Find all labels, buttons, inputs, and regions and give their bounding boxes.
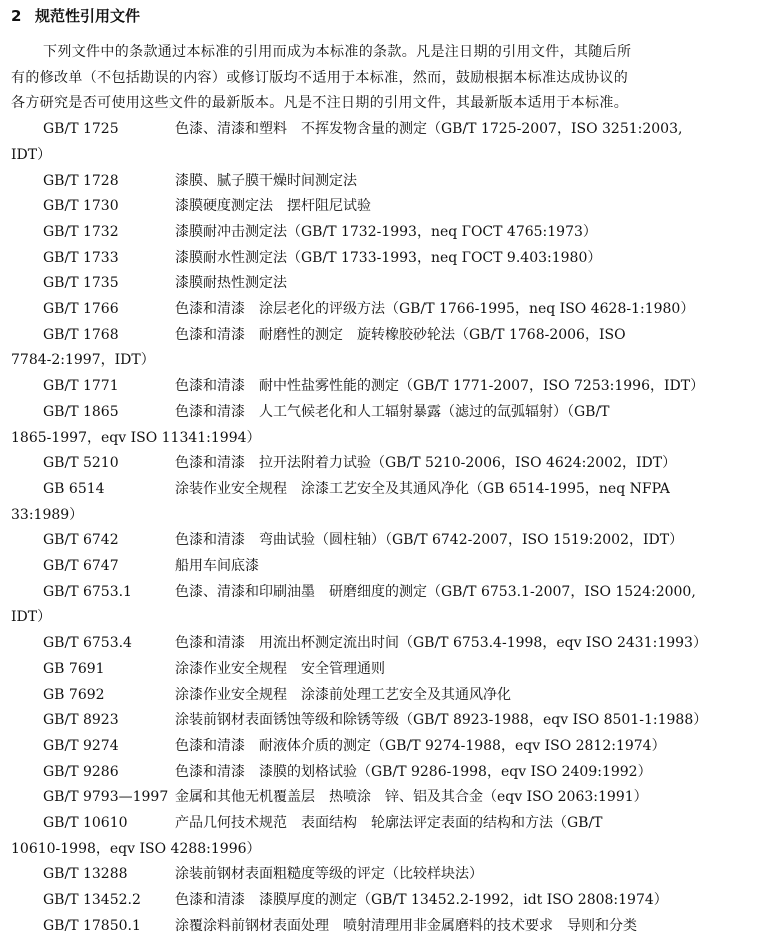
- reference-code: GB/T 6753.4: [43, 635, 132, 652]
- reference-title: 涂覆涂料前钢材表面处理 喷射清理用非金属磨料的技术要求 导则和分类: [175, 917, 637, 934]
- reference-item: [43, 633, 707, 653]
- intro-line: 下列文件中的条款通过本标准的引用而成为本标准的条款。凡是注日期的引用文件，其随后所: [43, 44, 632, 60]
- reference-title: 色漆和清漆 漆膜厚度的测定（GB/T 13452.2-1992，idt ISO 2808:1974）: [175, 892, 668, 909]
- reference-title: 色漆和清漆 耐磨性的测定 旋转橡胶砂轮法（GB/T 1768-2006，ISO: [175, 326, 626, 343]
- section-title: 规范性引用文件: [35, 7, 141, 25]
- reference-item: [43, 864, 483, 884]
- reference-item: [43, 787, 648, 807]
- reference-code: GB/T 1865: [43, 403, 119, 420]
- reference-item: [43, 582, 696, 602]
- reference-title: 色漆、清漆和塑料 不挥发物含量的测定（GB/T 1725-2007，ISO 3251:2003,: [175, 121, 683, 138]
- reference-code: GB/T 1766: [43, 301, 119, 317]
- reference-code: GB 7692: [43, 686, 105, 703]
- reference-code: GB/T 6753.1: [43, 583, 132, 600]
- reference-item: [43, 453, 676, 473]
- reference-item: [43, 248, 601, 268]
- reference-code: GB 6514: [43, 480, 105, 497]
- reference-code: GB/T 5210: [43, 455, 119, 472]
- reference-code: GB/T 1771: [43, 378, 119, 395]
- reference-continuation: 7784-2:1997，IDT）: [11, 352, 155, 369]
- reference-item: [43, 685, 511, 705]
- reference-title: 涂漆作业安全规程 涂漆前处理工艺安全及其通风净化: [175, 686, 511, 703]
- reference-continuation: IDT）: [11, 146, 52, 163]
- reference-title: 色漆和清漆 耐中性盐雾性能的测定（GB/T 1771-2007，ISO 7253:1996，IDT）: [175, 378, 705, 395]
- reference-item: [43, 710, 707, 730]
- reference-item: [43, 659, 385, 679]
- reference-continuation: IDT）: [11, 609, 52, 626]
- reference-title: 漆膜硬度测定法 摆杆阻尼试验: [175, 198, 371, 215]
- reference-item: [43, 813, 603, 833]
- reference-title: 色漆和清漆 用流出杯测定流出时间（GB/T 6753.4-1998，eqv ISO 2431:1993）: [175, 635, 707, 652]
- reference-code: GB/T 8923: [43, 712, 119, 729]
- reference-item: [43, 530, 683, 550]
- reference-item: [43, 479, 670, 499]
- reference-code: GB/T 10610: [43, 815, 128, 831]
- reference-item: [43, 736, 666, 756]
- reference-title: 产品几何技术规范 表面结构 轮廓法评定表面的结构和方法（GB/T: [175, 815, 603, 831]
- reference-title: 漆膜耐冲击测定法（GB/T 1732-1993，neq ГОСТ 4765:1973）: [175, 223, 597, 240]
- reference-title: 涂装前钢材表面锈蚀等级和除锈等级（GB/T 8923-1988，eqv ISO 8501-1:1988）: [175, 712, 708, 729]
- section-heading: [11, 6, 140, 26]
- reference-title: 色漆和清漆 弯曲试验（圆柱轴）（GB/T 6742-2007，ISO 1519:2002，IDT）: [175, 532, 684, 549]
- reference-code: GB 7691: [43, 660, 105, 677]
- reference-code: GB/T 1730: [43, 198, 119, 215]
- reference-code: GB/T 1733: [43, 249, 119, 266]
- reference-code: GB/T 9793—1997: [43, 789, 169, 806]
- reference-title: 漆膜耐水性测定法（GB/T 1733-1993，neq ГОСТ 9.403:1980）: [175, 249, 602, 266]
- reference-item: [43, 171, 357, 191]
- reference-code: GB/T 13288: [43, 866, 128, 883]
- reference-item: [43, 196, 371, 216]
- reference-item: [43, 119, 682, 139]
- reference-code: GB/T 1732: [43, 223, 119, 240]
- reference-item: [43, 325, 626, 345]
- reference-title: 色漆和清漆 漆膜的划格试验（GB/T 9286-1998，eqv ISO 2409:1992）: [175, 763, 652, 780]
- reference-title: 船用车间底漆: [175, 558, 259, 574]
- reference-code: GB/T 1725: [43, 121, 119, 138]
- reference-item: [43, 299, 694, 319]
- reference-title: 涂漆作业安全规程 安全管理通则: [175, 660, 385, 677]
- reference-item: [43, 890, 668, 910]
- reference-title: 漆膜、腻子膜干燥时间测定法: [175, 172, 357, 189]
- reference-item: [43, 376, 704, 396]
- reference-continuation: 1865-1997，eqv ISO 11341:1994）: [11, 429, 261, 446]
- reference-title: 色漆和清漆 耐液体介质的测定（GB/T 9274-1988，eqv ISO 2812:1974）: [175, 737, 666, 754]
- reference-title: 漆膜耐热性测定法: [175, 275, 287, 292]
- reference-item: [43, 402, 610, 422]
- reference-code: GB/T 1728: [43, 172, 119, 189]
- reference-item: [43, 222, 597, 242]
- reference-item: [43, 916, 637, 936]
- reference-code: GB/T 1768: [43, 326, 119, 343]
- reference-title: 色漆和清漆 拉开法附着力试验（GB/T 5210-2006，ISO 4624:2002，IDT）: [175, 455, 677, 472]
- reference-title: 涂装作业安全规程 涂漆工艺安全及其通风净化（GB 6514-1995，neq NFPA: [175, 480, 670, 497]
- reference-title: 色漆和清漆 涂层老化的评级方法（GB/T 1766-1995，neq ISO 4628-1:1980）: [175, 301, 695, 317]
- reference-code: GB/T 6747: [43, 558, 119, 574]
- reference-item: [43, 273, 287, 293]
- intro-line: 有的修改单（不包括勘误的内容）或修订版均不适用于本标准，然而，鼓励根据本标准达成协议的: [11, 69, 629, 86]
- reference-item: [43, 556, 259, 576]
- reference-code: GB/T 17850.1: [43, 917, 141, 934]
- reference-title: 金属和其他无机覆盖层 热喷涂 锌、铝及其合金（eqv ISO 2063:1991）: [175, 789, 648, 806]
- reference-title: 色漆、清漆和印刷油墨 研磨细度的测定（GB/T 6753.1-2007，ISO 1524:2000,: [175, 583, 696, 600]
- reference-code: GB/T 1735: [43, 275, 119, 292]
- reference-continuation: 10610-1998，eqv ISO 4288:1996）: [11, 840, 261, 857]
- reference-title: 涂装前钢材表面粗糙度等级的评定（比较样块法）: [175, 866, 483, 883]
- reference-continuation: 33:1989）: [11, 506, 84, 523]
- intro-line: 各方研究是否可使用这些文件的最新版本。凡是不注日期的引用文件，其最新版本适用于本标准。: [11, 95, 629, 112]
- reference-code: GB/T 13452.2: [43, 892, 141, 909]
- reference-item: [43, 762, 652, 782]
- reference-title: 色漆和清漆 人工气候老化和人工辐射暴露（滤过的氙弧辐射）（GB/T: [175, 403, 610, 420]
- section-number: 2: [11, 7, 22, 25]
- reference-code: GB/T 9274: [43, 737, 119, 754]
- reference-code: GB/T 6742: [43, 532, 119, 549]
- reference-code: GB/T 9286: [43, 763, 119, 780]
